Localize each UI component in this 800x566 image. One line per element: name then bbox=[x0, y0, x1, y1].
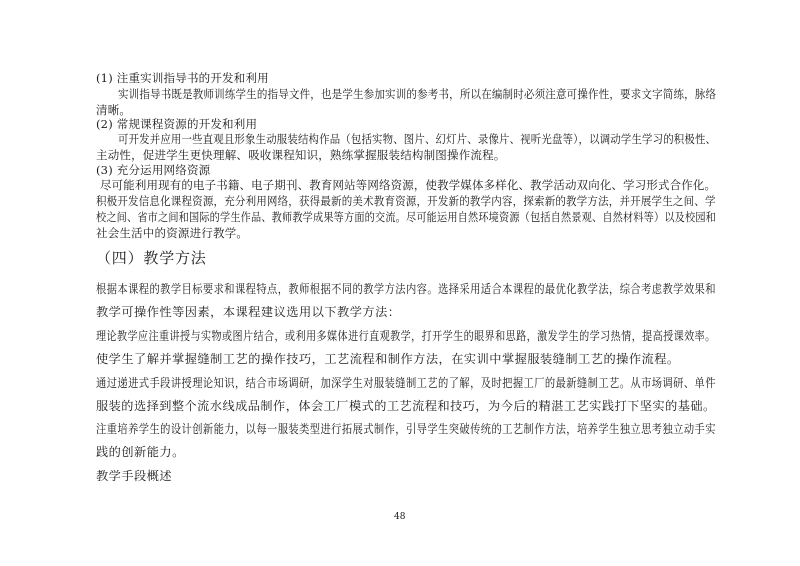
paragraph-line: 服装的选择到整个流水线成品制作，体会工厂模式的工艺流程和技巧，为今后的精湛工艺实践打下坚实的基础。 bbox=[96, 399, 716, 413]
subsection-title-3: (3) 充分运用网络资源 bbox=[96, 163, 211, 177]
paragraph-line: 实训指导书既是教师训练学生的指导文件，也是学生参加实训的参考书，所以在编制时必须注意可操作性，要求文字简练，脉络 bbox=[118, 87, 717, 101]
page-number: 48 bbox=[394, 512, 406, 522]
paragraph-line: 校之间、省市之间和国际的学生作品、教师教学成果等方面的交流。尽可能运用自然环境资源（包括自然景观、自然材料等）以及校园和 bbox=[96, 210, 717, 224]
paragraph-line: 积极开发信息化课程资源，充分利用网络，获得最新的美术教育资源，开发新的教学内容，探索新的教学方法，并开展学生之间、学 bbox=[96, 194, 716, 208]
paragraph-line: 社会生活中的资源进行教学。 bbox=[96, 226, 249, 240]
paragraph-line: 教学可操作性等因素，本课程建议选用以下教学方法： bbox=[96, 305, 401, 319]
paragraph-line: 可开发并应用一些直观且形象生动服装结构作品（包括实物、图片、幻灯片、录像片、视听光盘等），以调动学生学习的积极性、 bbox=[118, 132, 717, 146]
paragraph-line: 教学手段概述 bbox=[96, 469, 173, 483]
paragraph-line: 通过递进式手段讲授理论知识，结合市场调研，加深学生对服装缝制工艺的了解，及时把握工厂的最新缝制工艺。从市场调研、单件 bbox=[96, 376, 716, 390]
paragraph-line: 注重培养学生的设计创新能力，以每一服装类型进行拓展式制作，引导学生突破传统的工艺制作方法，培养学生独立思考独立动手实 bbox=[96, 422, 716, 436]
subsection-title-2: (2) 常规课程资源的开发和利用 bbox=[96, 117, 258, 131]
paragraph-line: 根据本课程的教学目标要求和课程特点，教师根据不同的教学方法内容。选择采用适合本课程的最优化教学法，综合考虑教学效果和 bbox=[96, 282, 716, 296]
subsection-title-1: (1) 注重实训指导书的开发和利用 bbox=[96, 71, 269, 85]
paragraph-line: 使学生了解并掌握缝制工艺的操作技巧，工艺流程和制作方法，在实训中掌握服装缝制工艺的操作流程。 bbox=[96, 352, 680, 366]
paragraph-line: 主动性，促进学生更快理解、吸收课程知识，熟练掌握服装结构制图操作流程。 bbox=[96, 148, 506, 162]
paragraph-line: 清晰。 bbox=[96, 103, 132, 117]
paragraph-line: 践的创新能力。 bbox=[96, 445, 185, 459]
paragraph-line: 尽可能利用现有的电子书籍、电子期刊、教育网站等网络资源，使教学媒体多样化、教学活动双向化、学习形式合作化。 bbox=[100, 178, 717, 192]
section-heading: （四）教学方法 bbox=[96, 249, 207, 267]
paragraph-line: 理论教学应注重讲授与实物或图片结合，或利用多媒体进行直观教学，打开学生的眼界和思路，激发学生的学习热情，提高授课效率。 bbox=[96, 329, 716, 343]
